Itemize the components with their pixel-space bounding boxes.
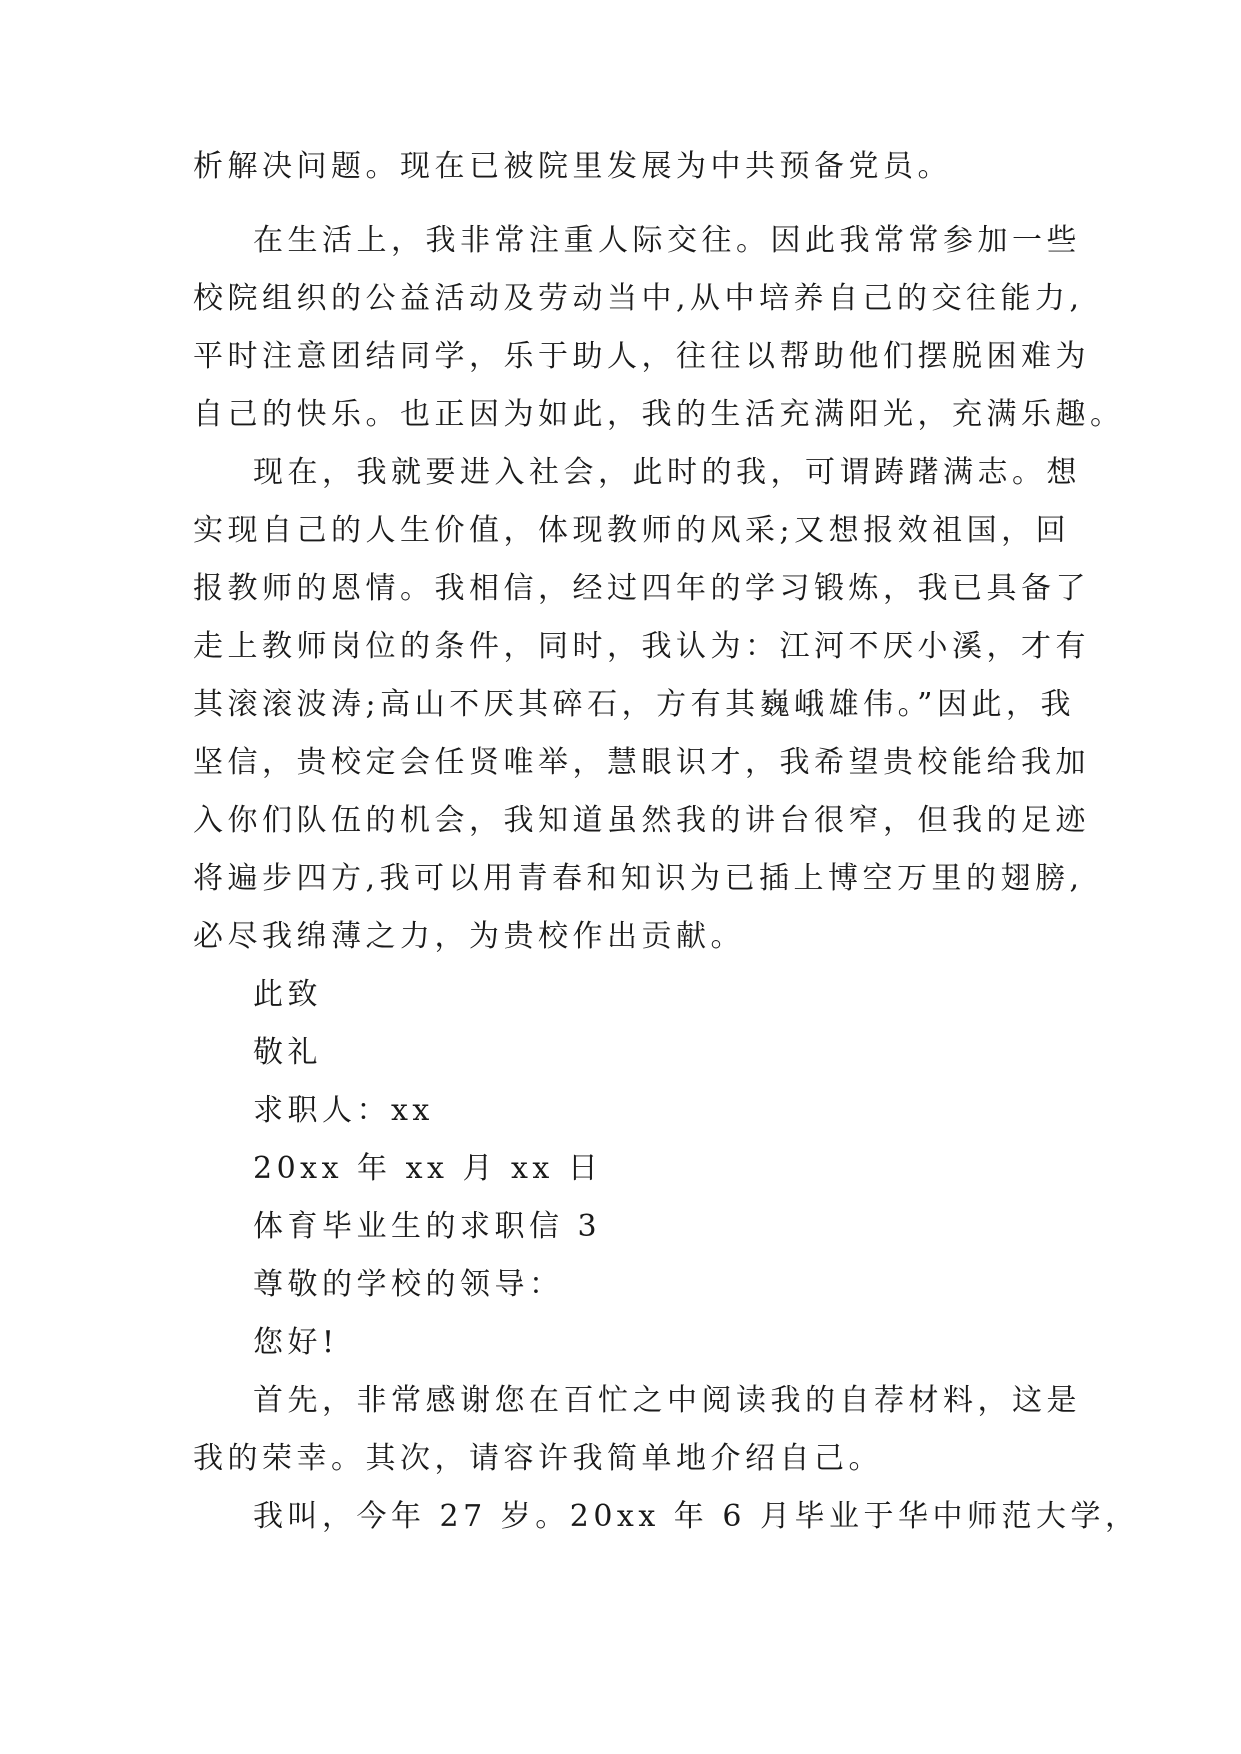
letter-hello: 您好! — [253, 1325, 339, 1360]
closing-regards: 敬礼 — [253, 1035, 322, 1070]
paragraph-line: 现在，我就要进入社会，此时的我，可谓踌躇满志。想 — [253, 455, 1081, 490]
paragraph-line: 校院组织的公益活动及劳动当中,从中培养自己的交往能力, — [193, 281, 1084, 316]
paragraph-line: 入你们队伍的机会，我知道虽然我的讲台很窄，但我的足迹 — [193, 803, 1090, 838]
paragraph-line: 首先，非常感谢您在百忙之中阅读我的自荐材料，这是 — [253, 1383, 1081, 1418]
paragraph-line: 其滚滚波涛;高山不厌其碎石，方有其巍峨雄伟。”因此，我 — [193, 687, 1075, 722]
paragraph-line: 平时注意团结同学，乐于助人，往往以帮助他们摆脱困难为 — [193, 339, 1090, 374]
letter-date: 20xx 年 xx 月 xx 日 — [253, 1151, 603, 1186]
paragraph-line: 在生活上，我非常注重人际交往。因此我常常参加一些 — [253, 223, 1081, 258]
paragraph-line: 我叫，今年 27 岁。20xx 年 6 月毕业于华中师范大学， — [253, 1499, 1140, 1534]
section-title: 体育毕业生的求职信 3 — [253, 1209, 602, 1244]
paragraph-line: 坚信，贵校定会任贤唯举，慧眼识才，我希望贵校能给我加 — [193, 745, 1090, 780]
applicant-signature: 求职人：xx — [253, 1093, 434, 1128]
paragraph-line: 我的荣幸。其次，请容许我简单地介绍自己。 — [193, 1441, 883, 1476]
letter-greeting: 尊敬的学校的领导： — [253, 1267, 564, 1302]
paragraph-line: 走上教师岗位的条件，同时，我认为：江河不厌小溪，才有 — [193, 629, 1090, 664]
paragraph-line: 报教师的恩情。我相信，经过四年的学习锻炼，我已具备了 — [193, 571, 1090, 606]
paragraph-line: 实现自己的人生价值，体现教师的风采;又想报效祖国，回 — [193, 513, 1071, 548]
paragraph-line: 将遍步四方,我可以用青春和知识为已插上博空万里的翅膀, — [193, 861, 1084, 896]
paragraph-line: 必尽我绵薄之力，为贵校作出贡献。 — [193, 919, 745, 954]
paragraph-line: 自己的快乐。也正因为如此，我的生活充满阳光，充满乐趣。 — [193, 397, 1125, 432]
closing-salutation: 此致 — [253, 977, 322, 1012]
paragraph-line: 析解决问题。现在已被院里发展为中共预备党员。 — [193, 149, 952, 184]
